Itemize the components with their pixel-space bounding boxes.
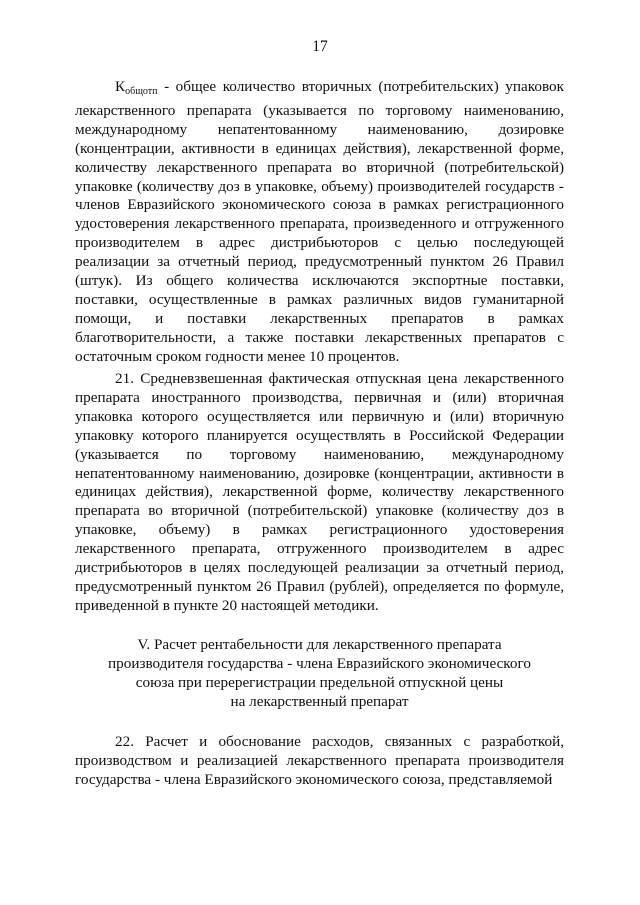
formula-symbol: К: [115, 78, 126, 95]
definition-paragraph: [75, 78, 564, 367]
paragraph-22-block: [75, 733, 564, 790]
paragraph-21-block: [75, 370, 564, 616]
section-heading-line-2: производителя государства - члена Евразийского экономического: [108, 654, 531, 672]
section-heading: [75, 636, 564, 712]
section-heading-line-1: V. Расчет рентабельности для лекарственного препарата: [137, 636, 502, 653]
paragraph-21: 21. Средневзвешенная фактическая отпускная цена лекарственного препарата иностранного производства, первичная и (или) вторичная упаковка которого осуществляется или первичную и (или) вторичную упаковку которого планируется осуществлять в Российской Федерации (указывается по торговому наименованию, международному непатентованному наименованию, дозировке (концентрации, активности в единицах действия), лекарственной форме, количеству лекарственного препарата во вторичной (потребительской) упаковке (количеству доз в упаковке, объему) в рамках регистрационного удостоверения лекарственного препарата, отгруженного производителем в адрес дистрибьюторов в целях последующей реализации за отчетный период, предусмотренный пунктом 26 Правил (рублей), определяется по формуле, приведенной в пункте 20 настоящей методики.: [75, 370, 564, 614]
formula-symbol-subscript: общотп: [125, 86, 158, 97]
page-number: 17: [312, 38, 328, 55]
section-heading-line-3: союза при перерегистрации предельной отпускной цены: [135, 673, 504, 691]
paragraph-22: 22. Расчет и обоснование расходов, связанных с разработкой, производством и реализацией лекарственного препарата производителя государства - члена Евразийского экономического союза, представляемой: [75, 733, 564, 788]
definition-text: - общее количество вторичных (потребительских) упаковок лекарственного препарата (указывается по торговому наименованию, международному непатентованному наименованию, дозировке (концентрации, активности в единицах действия), лекарственной форме, количеству лекарственного препарата во вторичной (потребительской) упаковке (количеству доз в упаковке, объему) производителей государств - членов Евразийского экономического союза в рамках регистрационного удостоверения лекарственного препарата, произведенного и отгруженного производителем в адрес дистрибьюторов с целью последующей реализации за отчетный период, предусмотренный пунктом 26 Правил (штук). Из общего количества исключаются экспортные поставки, поставки, осуществленные в рамках различных видов гуманитарной помощи, и поставки лекарственных препаратов в рамках благотворительности, а также поставки лекарственных препаратов с остаточным сроком годности менее 10 процентов.: [75, 78, 564, 365]
section-heading-line-4: на лекарственный препарат: [230, 692, 409, 710]
definition-block: [75, 78, 564, 367]
